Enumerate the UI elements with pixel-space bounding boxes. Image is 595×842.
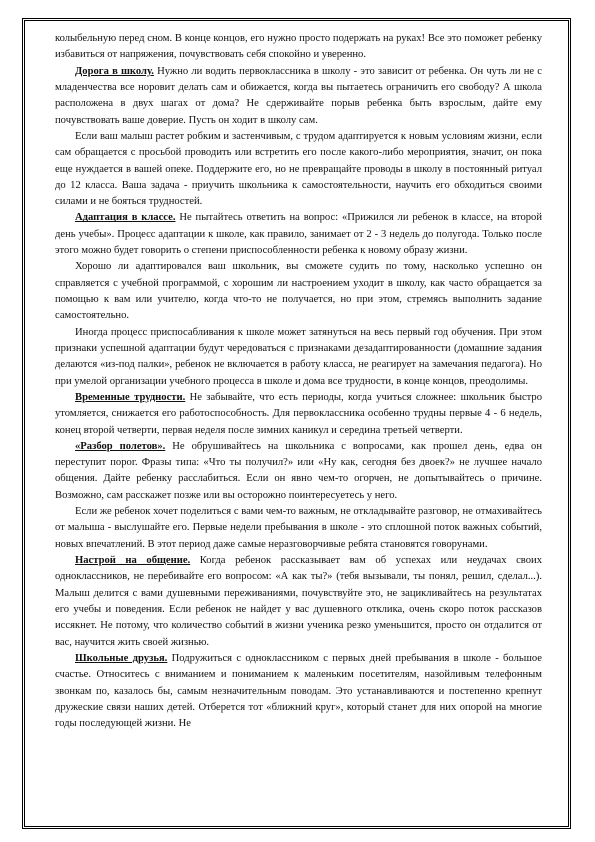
paragraph-9: [55, 504, 542, 553]
paragraph-road-to-school-text: Нужно ли водить первоклассника в школу - это зависит от ребенка. Он чуть ли не с младенчества все норовит делать сам и обижается, когда вы пытаетесь ограничить его свободу? А школа расположена в двух шагах от дома? Не сдерживайте порыв ребенка быть взрослым, дайте ему почувствовать ваше доверие. Пусть он ходит в школу сам.: [55, 65, 543, 126]
paragraph-3: [55, 129, 542, 211]
paragraph-debriefing-text: Не обрушивайтесь на школьника с вопросами, как прошел день, едва он переступит порог. Фразы типа: «Что ты получил?» или «Ну как, сегодня без двоек?» не лучшее начало общения. Дайте ребенку расслабиться. Если он явно чем-то огорчен, не допытывайтесь о причине. Возможно, сам расскажет позже или вы осторожно поинтересуетесь у него.: [55, 440, 542, 501]
paragraph-road-to-school: [55, 64, 542, 129]
paragraph-school-friends-text: Подружиться с одноклассником с первых дней пребывания в школе - большое счастье. Относитесь с вниманием и пониманием к маленьким посетителям, назойливым телефонным звонкам по, казалось бы, самым незначительным поводам. Это устанавливаются и постепенно крепнут дружеские связи наших детей. Отберется тот «ближний круг», который станет для них опорой на многие годы последующей жизни. Не: [55, 652, 542, 730]
paragraph-temporary-difficulties: [55, 390, 542, 439]
paragraph-5: [55, 259, 542, 324]
heading-debriefing: «Разбор полетов».: [75, 440, 166, 452]
paragraph-debriefing: [55, 439, 542, 504]
paragraph-school-friends: [55, 651, 542, 733]
paragraph-6: [55, 325, 542, 390]
paragraph-communication: [55, 553, 542, 651]
heading-road-to-school: Дорога в школу.: [75, 65, 154, 77]
heading-school-friends: Школьные друзья.: [75, 652, 168, 664]
paragraph-3-text: Если ваш малыш растет робким и застенчивым, с трудом адаптируется к новым условиям жизни, если сам обращается с просьбой проводить или встретить его после какого-либо мероприятия, значит, он пока еще нуждается в вашей опеке. Поддержите его, но не превращайте проводы в школу в постоянный ритуал до 12 класса. Ваша задача - приучить школьника к самостоятельности, научить его обходиться своими силами и не бояться трудностей.: [55, 130, 542, 208]
paragraph-1-text: колыбельную перед сном. В конце концов, его нужно просто подержать на руках! Все это поможет ребенку избавиться от напряжения, почувствовать себя спокойно и уверенно.: [55, 33, 542, 61]
paragraph-adaptation: [55, 210, 542, 259]
paragraph-temporary-difficulties-text: Не забывайте, что есть периоды, когда учиться сложнее: школьник быстро утомляется, снижается его работоспособность. Для первоклассника особенно трудны первые 4 - 6 недель, конец второй четверти, первая неделя после зимних каникул и середина третьей четверти.: [55, 391, 543, 436]
document-page: [22, 18, 571, 829]
paragraph-9-text: Если же ребенок хочет поделиться с вами чем-то важным, не откладывайте разговор, не отмахивайтесь от малыша - выслушайте его. Первые недели пребывания в школе - это сплошной поток важных событий, новых впечатлений. В этот период даже самые неразговорчивые ребята становятся говорунами.: [55, 506, 542, 550]
heading-temporary-difficulties: Временные трудности.: [75, 391, 186, 403]
paragraph-5-text: Хорошо ли адаптировался ваш школьник, вы сможете судить по тому, насколько успешно он справляется с учебной программой, с хорошим ли настроением уходит в школу, как часто обращается за помощью к вам или учителю, когда что-то не получается, но при этом, стремясь выполнить задание самостоятельно.: [55, 261, 542, 322]
paragraph-6-text: Иногда процесс приспосабливания к школе может затянуться на весь первый год обучения. При этом признаки успешной адаптации будут чередоваться с признаками дезадаптированности (домашние задания делаются «из-под палки», ребенок не включается в работу класса, не реагирует на замечания педагога). Но при умелой организации учебного процесса в школе и дома все трудности, в конце концов, преодолимы.: [55, 326, 542, 387]
paragraph-1: [55, 31, 542, 64]
heading-communication: Настрой на общение.: [75, 555, 191, 566]
paragraph-communication-text: Когда ребенок рассказывает вам об успехах или неудачах своих одноклассников, не перебивайте его вопросом: «А как ты?» (тебя вызывали, ты понял, решил, сделал...). Малыш делится с вами душевными переживаниями, почувствуйте это, не зацикливайтесь на результатах его учебы и поведения. Если ребенок не найдет у вас душевного отклика, очень скоро поток рассказов иссякнет. Не потому, что количество событий в жизни ученика резко уменьшится, просто он отдалится от вас, научится жить своей жизнью.: [55, 555, 542, 648]
paragraph-adaptation-text: Не пытайтесь ответить на вопрос: «Прижился ли ребенок в классе, на второй день учебы». Процесс адаптации к школе, как правило, занимает от 2 - 3 недель до полугода. Только после этого можно будет говорить о степени приспособленности ребенка к новому образу жизни.: [55, 212, 542, 257]
heading-adaptation: Адаптация в классе.: [75, 212, 176, 224]
